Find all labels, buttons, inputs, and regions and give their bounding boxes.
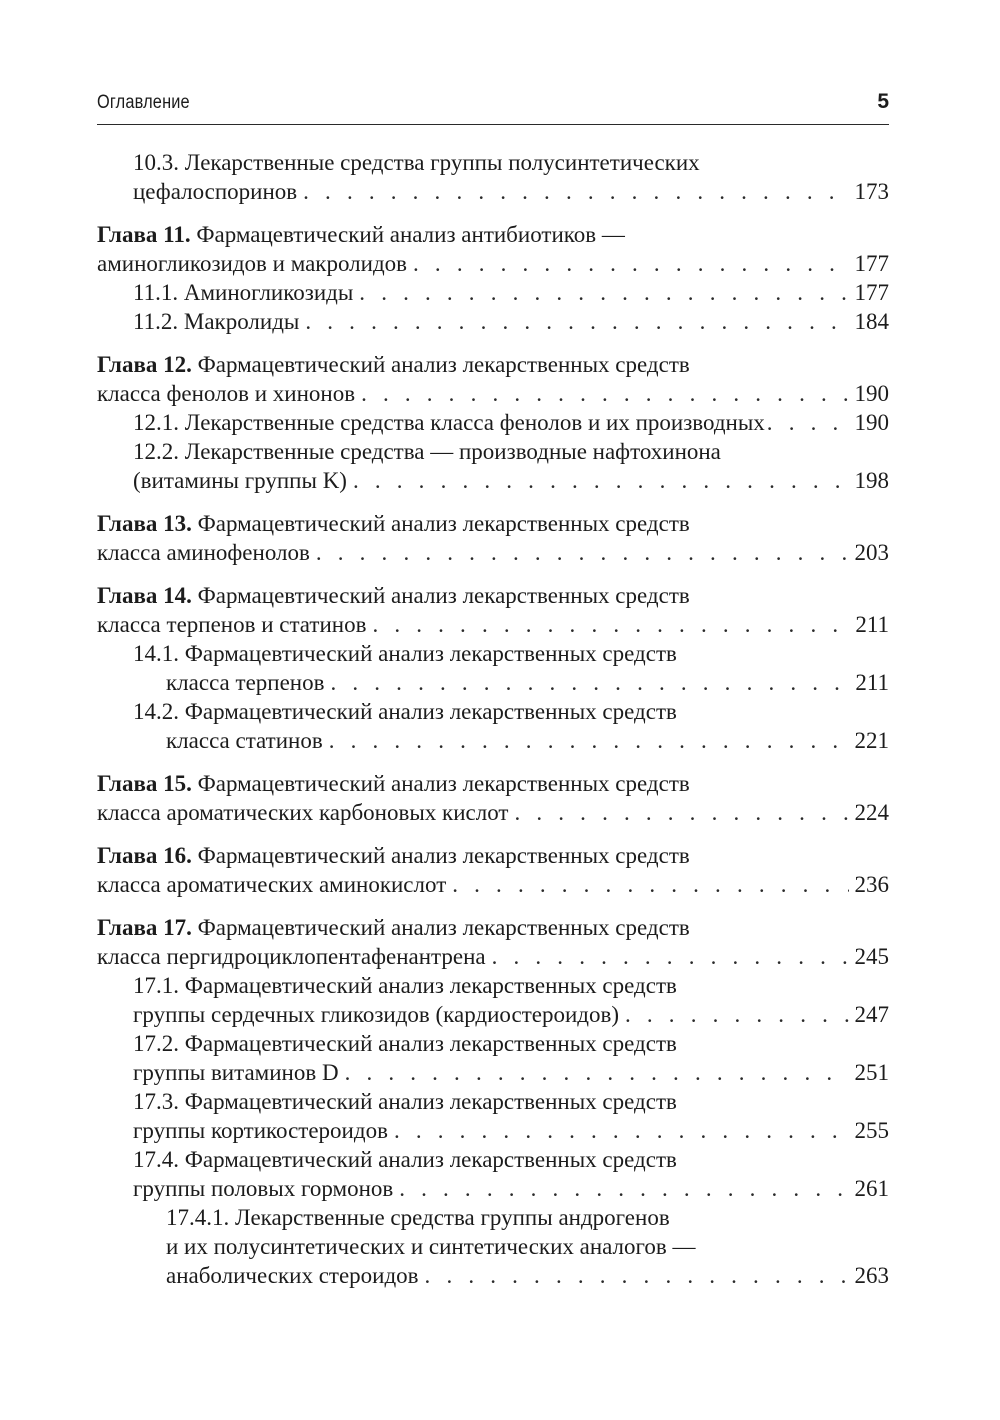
toc-page-number: 198 <box>854 468 889 493</box>
toc-page-number: 203 <box>854 540 889 565</box>
dot-leader <box>625 1000 849 1029</box>
chapter-heading[interactable]: Глава 14. Фармацевтический анализ лекарственных средств <box>97 583 690 608</box>
toc-chapter-14 <box>97 581 889 755</box>
toc-entry-line[interactable]: класса ароматических аминокислот . . . 236 <box>97 870 889 899</box>
table-of-contents <box>97 148 889 1290</box>
toc-entry-line[interactable]: 10.3. Лекарственные средства группы полусинтетических <box>133 150 700 175</box>
dot-leader <box>514 798 848 827</box>
chapter-label: Глава 12. <box>97 352 192 377</box>
dot-leader <box>413 249 848 278</box>
chapter-heading[interactable]: Глава 15. Фармацевтический анализ лекарственных средств <box>97 771 690 796</box>
toc-section-line[interactable]: группы половых гормонов . . . 261 <box>97 1174 889 1203</box>
dot-leader <box>399 1174 848 1203</box>
toc-section-line[interactable]: группы витаминов D . . . 251 <box>97 1058 889 1087</box>
toc-section-line[interactable]: 17.2. Фармацевтический анализ лекарственных средств <box>133 1031 677 1056</box>
running-header <box>97 88 889 125</box>
toc-subsection-line[interactable]: анаболических стероидов . . . 263 <box>97 1261 889 1290</box>
toc-chapter-15 <box>97 769 889 827</box>
toc-entry-line[interactable]: цефалоспоринов . . . 173 <box>97 177 889 206</box>
toc-section-line[interactable]: 11.1. Аминогликозиды . . . 177 <box>97 278 889 307</box>
toc-page-number: 211 <box>855 670 889 695</box>
toc-group-10-3 <box>97 148 889 206</box>
toc-page-number: 190 <box>854 381 889 406</box>
toc-section-line[interactable]: (витамины группы K) . . . 198 <box>97 466 889 495</box>
toc-page-number: 261 <box>854 1176 889 1201</box>
dot-leader <box>394 1116 849 1145</box>
toc-entry-line[interactable]: класса аминофенолов . . . 203 <box>97 538 889 567</box>
chapter-label: Глава 14. <box>97 583 192 608</box>
toc-page-number: 224 <box>854 800 889 825</box>
chapter-label: Глава 11. <box>97 222 191 247</box>
toc-section-line[interactable]: 14.1. Фармацевтический анализ лекарственных средств <box>133 641 677 666</box>
chapter-label: Глава 17. <box>97 915 192 940</box>
toc-section-line[interactable]: 17.4. Фармацевтический анализ лекарственных средств <box>133 1147 677 1172</box>
toc-chapter-11 <box>97 220 889 336</box>
toc-section-line[interactable]: 17.1. Фармацевтический анализ лекарственных средств <box>133 973 677 998</box>
toc-page-number: 211 <box>855 612 889 637</box>
dot-leader <box>452 870 848 899</box>
toc-section-line[interactable]: 12.2. Лекарственные средства — производные нафтохинона <box>133 439 721 464</box>
toc-page-number: 177 <box>854 251 889 276</box>
toc-section-line[interactable]: 12.1. Лекарственные средства класса фенолов и их производных . . . 190 <box>97 408 889 437</box>
toc-page-number: 236 <box>854 872 889 897</box>
running-header-title: Оглавление <box>97 92 190 113</box>
dot-leader <box>767 408 853 437</box>
toc-page-number: 184 <box>854 309 889 334</box>
chapter-heading[interactable]: Глава 13. Фармацевтический анализ лекарственных средств <box>97 511 690 536</box>
toc-chapter-12 <box>97 350 889 495</box>
toc-page-number: 247 <box>854 1002 889 1027</box>
toc-page-number: 221 <box>854 728 889 753</box>
dot-leader <box>353 466 849 495</box>
page-number: 5 <box>877 90 889 113</box>
toc-chapter-17 <box>97 913 889 1290</box>
toc-page-number: 245 <box>854 944 889 969</box>
chapter-heading[interactable]: Глава 11. Фармацевтический анализ антибиотиков — <box>97 222 625 247</box>
dot-leader <box>329 726 849 755</box>
toc-section-line[interactable]: 14.2. Фармацевтический анализ лекарственных средств <box>133 699 677 724</box>
dot-leader <box>305 307 848 336</box>
dot-leader <box>372 610 849 639</box>
dot-leader <box>359 278 848 307</box>
toc-entry-line[interactable]: класса терпенов и статинов . . . 211 <box>97 610 889 639</box>
toc-section-line[interactable]: 11.2. Макролиды . . . 184 <box>97 307 889 336</box>
chapter-heading[interactable]: Глава 12. Фармацевтический анализ лекарственных средств <box>97 352 690 377</box>
toc-entry-line[interactable]: класса ароматических карбоновых кислот . . . 224 <box>97 798 889 827</box>
toc-page-number: 190 <box>854 410 889 435</box>
dot-leader <box>425 1261 849 1290</box>
toc-section-line[interactable]: 17.3. Фармацевтический анализ лекарственных средств <box>133 1089 677 1114</box>
toc-subsection-line[interactable]: и их полусинтетических и синтетических аналогов — <box>166 1234 696 1259</box>
toc-chapter-16 <box>97 841 889 899</box>
dot-leader <box>345 1058 849 1087</box>
dot-leader <box>303 177 848 206</box>
dot-leader <box>330 668 849 697</box>
toc-chapter-13 <box>97 509 889 567</box>
dot-leader <box>492 942 849 971</box>
toc-page-number: 177 <box>854 280 889 305</box>
chapter-label: Глава 13. <box>97 511 192 536</box>
toc-section-line[interactable]: класса статинов . . . 221 <box>97 726 889 755</box>
toc-page-number: 255 <box>854 1118 889 1143</box>
toc-entry-line[interactable]: аминогликозидов и макролидов . . . 177 <box>97 249 889 278</box>
toc-page-number: 263 <box>854 1263 889 1288</box>
toc-section-line[interactable]: группы сердечных гликозидов (кардиостероидов) . . . 247 <box>97 1000 889 1029</box>
toc-section-line[interactable]: группы кортикостероидов . . . 255 <box>97 1116 889 1145</box>
toc-subsection-line[interactable]: 17.4.1. Лекарственные средства группы андрогенов <box>166 1205 670 1230</box>
chapter-label: Глава 16. <box>97 843 192 868</box>
toc-page-number: 173 <box>854 179 889 204</box>
chapter-heading[interactable]: Глава 16. Фармацевтический анализ лекарственных средств <box>97 843 690 868</box>
toc-entry-line[interactable]: класса пергидроциклопентафенантрена . . . 245 <box>97 942 889 971</box>
toc-page-number: 251 <box>854 1060 889 1085</box>
dot-leader <box>316 538 849 567</box>
toc-entry-line[interactable]: класса фенолов и хинонов . . . 190 <box>97 379 889 408</box>
chapter-label: Глава 15. <box>97 771 192 796</box>
dot-leader <box>361 379 848 408</box>
toc-section-line[interactable]: класса терпенов . . . 211 <box>97 668 889 697</box>
chapter-heading[interactable]: Глава 17. Фармацевтический анализ лекарственных средств <box>97 915 690 940</box>
